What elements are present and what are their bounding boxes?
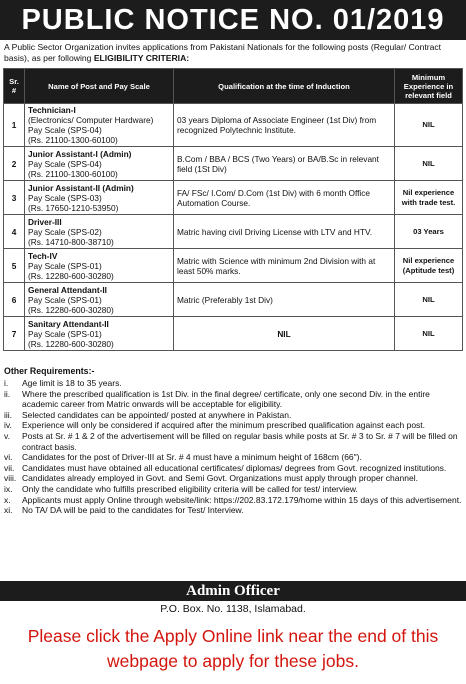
post-title: Tech-IV bbox=[28, 250, 58, 261]
requirement-number: ii. bbox=[4, 388, 11, 399]
row-post bbox=[25, 283, 174, 317]
post-pay-line: (Rs. 14710-800-38710) bbox=[28, 236, 114, 247]
row-sr: 5 bbox=[4, 249, 25, 283]
row-sr: 1 bbox=[4, 104, 25, 147]
requirement-text: No TA/ DA will be paid to the candidates for Test/ Interview. bbox=[22, 505, 244, 516]
requirement-item bbox=[4, 495, 462, 506]
post-title: Driver-III bbox=[28, 216, 62, 227]
post-title: Sanitary Attendant-II bbox=[28, 318, 109, 329]
requirement-item bbox=[4, 505, 462, 516]
table-row bbox=[4, 181, 463, 215]
requirement-item bbox=[4, 410, 462, 421]
requirement-number: x. bbox=[4, 494, 11, 505]
requirement-number: i. bbox=[4, 378, 9, 388]
row-experience: NIL bbox=[395, 104, 463, 147]
row-qualification: Matric with Science with minimum 2nd Division with at least 50% marks. bbox=[174, 249, 395, 283]
requirement-text: Candidates must have obtained all educational certificates/ diplomas/ degrees from Govt. recognized institutions. bbox=[22, 462, 447, 473]
requirement-number: v. bbox=[4, 430, 10, 441]
post-pay-line: Pay Scale (SPS-01) bbox=[28, 294, 102, 305]
post-title: General Attendant-II bbox=[28, 284, 107, 295]
table-row bbox=[4, 283, 463, 317]
row-experience: NIL bbox=[395, 147, 463, 181]
row-post bbox=[25, 104, 174, 147]
post-pay-line: (Rs. 12280-600-30280) bbox=[28, 338, 114, 349]
header-experience: Minimum Experience in relevant field bbox=[395, 69, 463, 104]
row-qualification: B.Com / BBA / BCS (Two Years) or BA/B.Sc in relevant field (1St Div) bbox=[174, 147, 395, 181]
row-qualification: FA/ FSc/ I.Com/ D.Com (1st Div) with 6 month Office Automation Course. bbox=[174, 181, 395, 215]
table-row bbox=[4, 104, 463, 147]
row-experience: NIL bbox=[395, 317, 463, 351]
post-pay-line: Pay Scale (SPS-02) bbox=[28, 226, 102, 237]
requirement-item bbox=[4, 484, 462, 495]
requirement-item bbox=[4, 378, 462, 389]
post-pay-line: (Rs. 21100-1300-60100) bbox=[28, 168, 118, 179]
requirement-text: Age limit is 18 to 35 years. bbox=[22, 378, 122, 388]
row-experience: 03 Years bbox=[395, 215, 463, 249]
requirement-text: Where the prescribed qualification is 1st Div. in the final degree/ certificate, only one second Div. in the entire academic career from Matric onwards will be acceptable for eligibility. bbox=[22, 388, 430, 410]
requirement-text: Candidates already employed in Govt. and Semi Govt. Organizations must apply through proper channel. bbox=[22, 473, 418, 484]
row-sr: 7 bbox=[4, 317, 25, 351]
row-qualification: Matric (Preferably 1st Div) bbox=[174, 283, 395, 317]
requirement-number: vii. bbox=[4, 462, 15, 473]
post-title: Junior Assistant-I (Admin) bbox=[28, 148, 132, 159]
row-sr: 4 bbox=[4, 215, 25, 249]
eligibility-label: ELIGIBILITY CRITERIA: bbox=[93, 53, 190, 63]
requirement-number: xi. bbox=[4, 505, 13, 516]
row-post bbox=[25, 147, 174, 181]
requirement-text: Experience will only be considered if acquired after the minimum prescribed qualification against each post. bbox=[22, 420, 426, 431]
row-qualification: NIL bbox=[174, 317, 395, 351]
row-qualification: 03 years Diploma of Associate Engineer (1st Div) from recognized Polytechnic Institute. bbox=[174, 104, 395, 147]
requirement-text: Applicants must apply Online through website/link: https://202.83.172.179/home within 15 days of this advertisement. bbox=[22, 494, 462, 505]
header-sr: Sr. # bbox=[4, 69, 25, 104]
header-qualification: Qualification at the time of Induction bbox=[174, 69, 395, 104]
post-pay-line: Pay Scale (SPS-04) bbox=[28, 125, 102, 135]
intro-paragraph bbox=[4, 42, 462, 64]
post-pay-line: Pay Scale (SPS-04) bbox=[28, 158, 102, 169]
post-pay-line: (Rs. 12280-600-30280) bbox=[28, 304, 114, 315]
requirements-list bbox=[4, 378, 462, 516]
row-post bbox=[25, 215, 174, 249]
requirement-item bbox=[4, 420, 462, 431]
row-experience: NIL bbox=[395, 283, 463, 317]
row-sr: 6 bbox=[4, 283, 25, 317]
intro-text: A Public Sector Organization invites applications from Pakistani Nationals for the following posts (Regular/ Contract basis), as per following bbox=[4, 42, 442, 63]
post-title: Technician-I bbox=[28, 105, 76, 115]
requirement-text: Only the candidate who fulfills prescribed eligibility criteria will be called for test/ interview. bbox=[22, 483, 358, 494]
post-pay-line: Pay Scale (SPS-01) bbox=[28, 260, 102, 271]
row-sr: 3 bbox=[4, 181, 25, 215]
post-pay-line: Pay Scale (SPS-01) bbox=[28, 328, 102, 339]
post-pay-line: Pay Scale (SPS-03) bbox=[28, 192, 102, 203]
requirement-number: iii. bbox=[4, 409, 13, 420]
table-header-row bbox=[4, 69, 463, 104]
address: P.O. Box. No. 1138, Islamabad. bbox=[160, 603, 306, 615]
requirement-number: iv. bbox=[4, 420, 12, 431]
row-post bbox=[25, 317, 174, 351]
row-sr: 2 bbox=[4, 147, 25, 181]
row-qualification: Matric having civil Driving License with LTV and HTV. bbox=[174, 215, 395, 249]
post-pay-line: (Rs. 12280-600-30280) bbox=[28, 270, 114, 281]
table-row bbox=[4, 317, 463, 351]
post-pay-line: (Rs. 17650-1210-53950) bbox=[28, 202, 119, 213]
requirement-number: viii. bbox=[4, 473, 17, 484]
row-experience: Nil experience (Aptitude test) bbox=[395, 249, 463, 283]
requirement-item bbox=[4, 473, 462, 484]
table-row bbox=[4, 147, 463, 181]
requirement-item bbox=[4, 452, 462, 463]
table-row bbox=[4, 249, 463, 283]
table-row bbox=[4, 215, 463, 249]
page-title: PUBLIC NOTICE NO. 01/2019 bbox=[0, 0, 466, 40]
post-pay-line: (Electronics/ Computer Hardware) bbox=[28, 115, 154, 125]
admin-officer-bar: Admin Officer bbox=[0, 581, 466, 601]
requirement-number: vi. bbox=[4, 452, 13, 463]
row-post bbox=[25, 181, 174, 215]
post-title: Junior Assistant-II (Admin) bbox=[28, 182, 134, 193]
requirement-item bbox=[4, 431, 462, 452]
requirement-text: Candidates for the post of Driver-III at Sr. # 4 must have a minimum height of 168cm (66"). bbox=[22, 452, 362, 463]
requirement-text: Posts at Sr. # 1 & 2 of the advertisement will be filled on regular basis while posts at Sr. # 3 to Sr. # 7 will be filled on contract basis. bbox=[22, 430, 458, 452]
requirement-item bbox=[4, 389, 462, 410]
requirement-text: Selected candidates can be appointed/ posted at anywhere in Pakistan. bbox=[22, 409, 292, 420]
header-post: Name of Post and Pay Scale bbox=[25, 69, 174, 104]
posts-table bbox=[3, 68, 463, 351]
requirements-title: Other Requirements:- bbox=[4, 366, 95, 376]
row-experience: Nil experience with trade test. bbox=[395, 181, 463, 215]
post-pay-line: (Rs. 21100-1300-60100) bbox=[28, 135, 118, 145]
row-post bbox=[25, 249, 174, 283]
requirement-item bbox=[4, 463, 462, 474]
requirement-number: ix. bbox=[4, 483, 13, 494]
apply-online-note: Please click the Apply Online link near the end of this webpage to apply for these jobs. bbox=[27, 626, 439, 671]
